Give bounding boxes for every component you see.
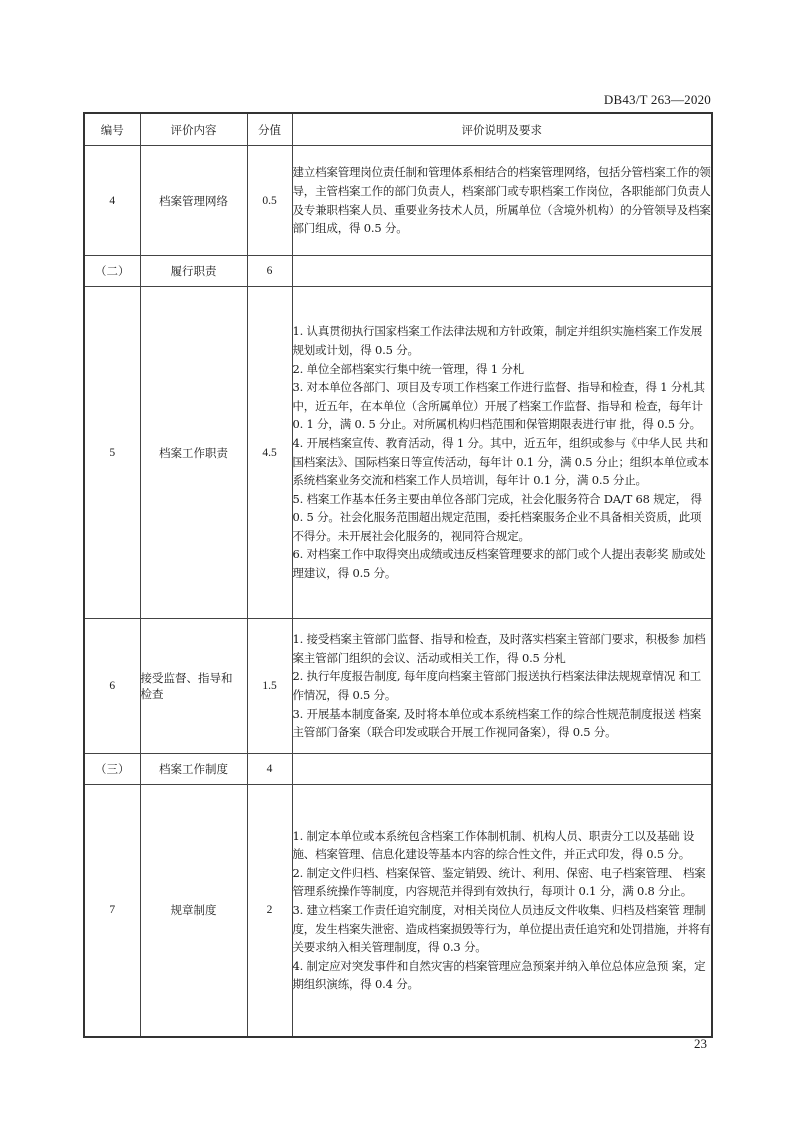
section-row: [84, 754, 712, 785]
section-id: （二）: [84, 256, 140, 287]
row-requirements: [292, 287, 712, 619]
row-score: 2: [247, 785, 292, 1037]
requirement-line: 1. 认真贯彻执行国家档案工作法律法规和方针政策，制定并组织实施档案工作发展规划或计划，得 0.5 分。: [292, 324, 703, 357]
row-score: 4.5: [247, 287, 292, 619]
requirement-line: 3. 建立档案工作责任追究制度，对相关岗位人员违反文件收集、归档及档案管 理制度，发生档案失泄密、造成档案损毁等行为，单位提出责任追究和处罚措施，并将有关要求纳入相关管理制度，得 0.3 分。: [292, 902, 711, 955]
table-row: [84, 785, 712, 1037]
section-id: （三）: [84, 754, 140, 785]
row-requirements: [292, 619, 712, 754]
row-content: 档案工作职责: [140, 287, 247, 619]
document-code: DB43/T 263—2020: [603, 92, 711, 107]
row-content: 档案管理网络: [140, 146, 247, 256]
column-header-id: 编号: [84, 113, 140, 146]
row-content: 规章制度: [140, 785, 247, 1037]
requirement-line: 1. 接受档案主管部门监督、指导和检查，及时落实档案主管部门要求，积极参 加档案主管部门组织的会议、活动或相关工作，得 0.5 分札: [292, 632, 706, 665]
requirement-line: 2. 执行年度报告制度, 每年度向档案主管部门报送执行档案法律法规规章情况 和工作情况，得 0.5 分。: [292, 669, 702, 702]
row-score: 0.5: [247, 146, 292, 256]
table-header-row: [84, 113, 712, 146]
section-score: 4: [247, 754, 292, 785]
section-row: [84, 256, 712, 287]
section-requirements: [292, 754, 712, 785]
requirement-line: 6. 对档案工作中取得突出成绩或违反档案管理要求的部门或个人提出表彰奖 励或处理建议，得 0.5 分。: [292, 547, 706, 581]
row-id: 5: [84, 287, 140, 619]
table-row: [84, 146, 712, 256]
requirement-line: 3. 开展基本制度备案, 及时将本单位或本系统档案工作的综合性规范制度报送 档案主管部门备案（联合印发或联合开展工作视同备案），得 0.5 分。: [292, 706, 702, 740]
row-score: 1.5: [247, 619, 292, 754]
row-requirements: [292, 785, 712, 1037]
section-content: 档案工作制度: [140, 754, 247, 785]
table-row: [84, 619, 712, 754]
section-requirements: [292, 256, 712, 287]
requirement-line: 建立档案管理岗位责任制和管理体系相结合的档案管理网络，包括分管档案工作的领导，主管档案工作的部门负责人，档案部门或专职档案工作岗位，各职能部门负责人及专兼职档案人员、重要业务技术人员，所属单位（含境外机构）的分管领导及档案部门组成，得 0.5 分。: [292, 165, 711, 236]
requirement-line: 4. 开展档案宣传、教育活动，得 1 分。其中，近五年，组织或参与《中华人民 共和国档案法》、国际档案日等宣传活动，每年计 0.1 分，满 0.5 分止；组织本单位或本系统档案业务交流和档案工作人员培训，每年计 0.1 分，满 0.5 分止。: [292, 435, 709, 488]
requirement-line: 1. 制定本单位或本系统包含档案工作体制机制、机构人员、职责分工以及基础 设施、档案管理、信息化建设等基本内容的综合性文件，并正式印发，得 0.5 分。: [292, 828, 695, 862]
row-requirements: [292, 146, 712, 256]
section-score: 6: [247, 256, 292, 287]
row-id: 7: [84, 785, 140, 1037]
requirement-line: 4. 制定应对突发事件和自然灾害的档案管理应急预案并纳入单位总体应急预 案，定期组织演练，得 0.4 分。: [292, 958, 706, 992]
page-number: 23: [694, 1036, 707, 1051]
row-id: 4: [84, 146, 140, 256]
requirement-line: 2. 单位全部档案实行集中统一管理，得 1 分札: [292, 361, 524, 376]
table-row: [84, 287, 712, 619]
requirement-line: 5. 档案工作基本任务主要由单位各部门完成，社会化服务符合 DA/T 68 规定， 得 0. 5 分。社会化服务范围超出规定范围，委托档案服务企业不具备相关资质，此项不得分。未开展社会化服务的，视同符合规定。: [292, 491, 702, 543]
section-content: 履行职责: [140, 256, 247, 287]
column-header-content: 评价内容: [140, 113, 247, 146]
column-header-score: 分值: [247, 113, 292, 146]
evaluation-table: [83, 112, 713, 1038]
row-id: 6: [84, 619, 140, 754]
column-header-requirements: 评价说明及要求: [292, 113, 712, 146]
requirement-line: 3. 对本单位各部门、项目及专项工作档案工作进行监督、指导和检查，得 1 分札其中，近五年，在本单位（含所属单位）开展了档案工作监督、指导和 检查，每年计 0. 1 分，满 0. 5 分止。对所属机构归档范围和保管期限表进行审 批，得 0.5 分。: [292, 380, 705, 432]
requirement-line: 2. 制定文件归档、档案保管、鉴定销毁、统计、利用、保密、电子档案管理、 档案管理系统操作等制度，内容规范并得到有效执行，每项计 0.1 分，满 0.8 分止。: [292, 865, 706, 899]
row-content: 接受监督、指导和 检查: [140, 619, 247, 754]
